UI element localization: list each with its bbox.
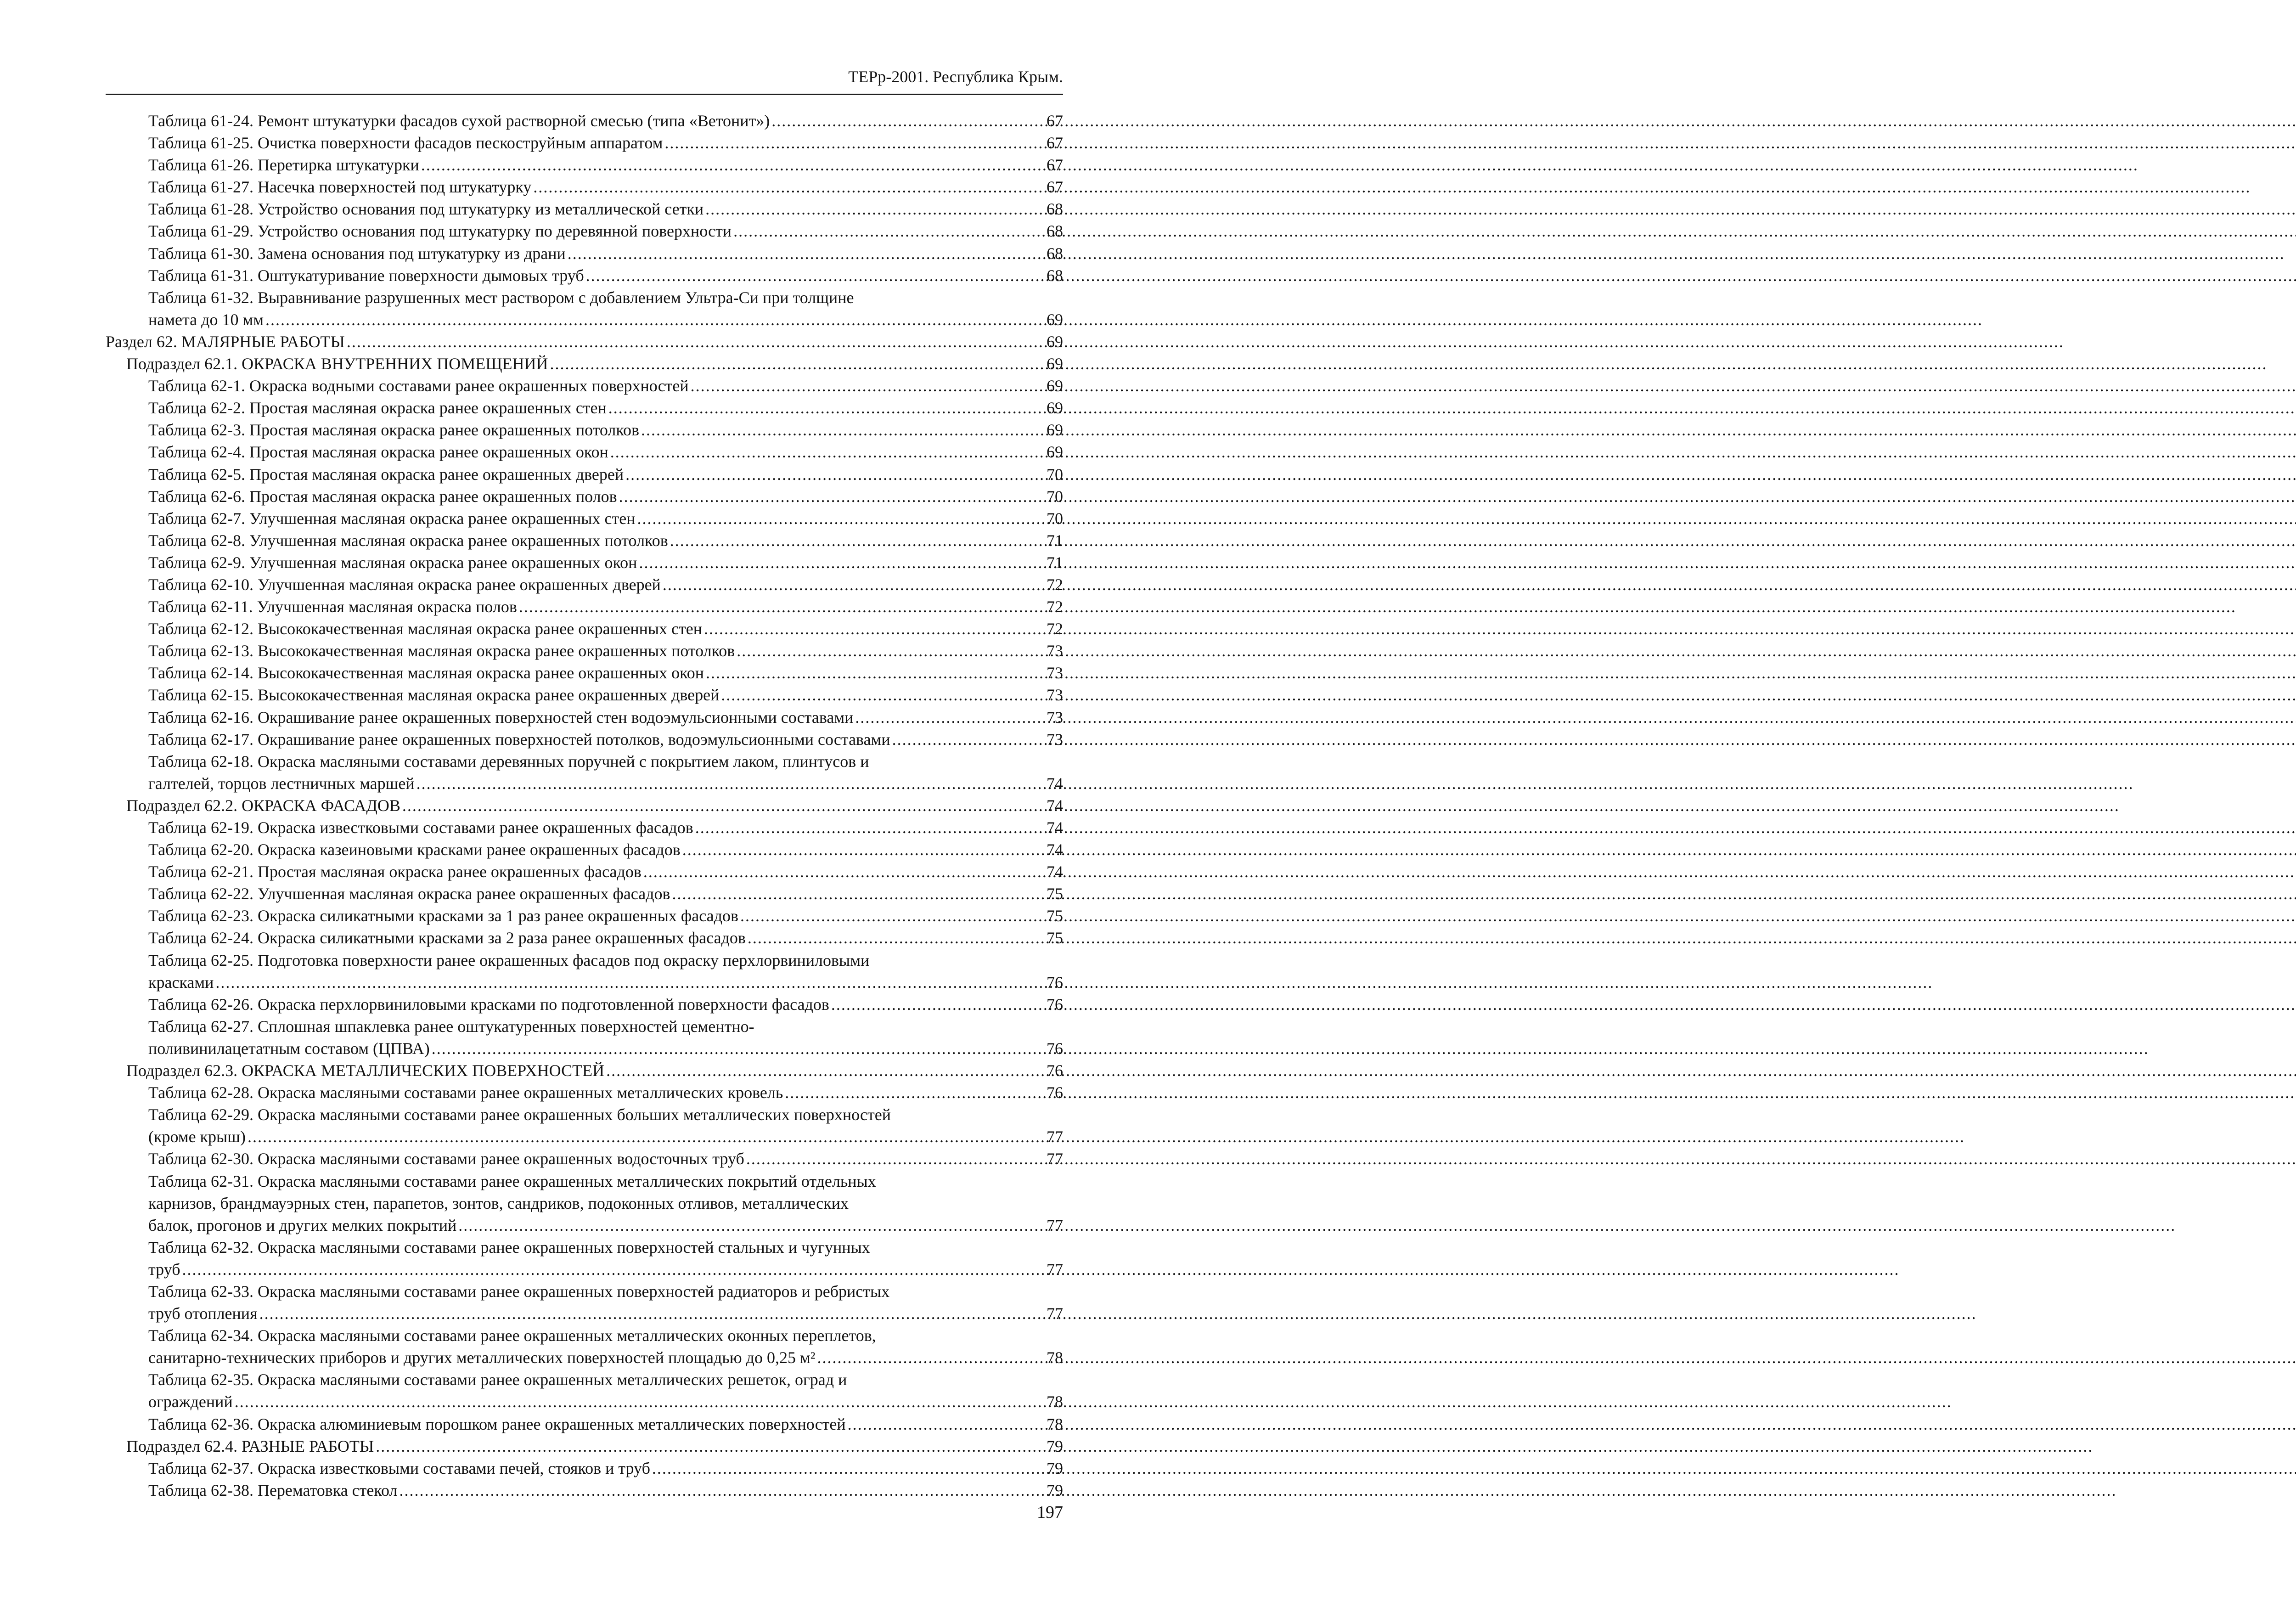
toc-entry — [106, 706, 1063, 728]
toc-entry-title: Таблица 61-29. Устройство основания под штукатурку по деревянной поверхности — [148, 222, 732, 241]
toc-entry — [106, 375, 1063, 397]
toc-entry-title: Таблица 62-10. Улучшенная масляная окраска ранее окрашенных дверей — [148, 575, 661, 594]
toc-entry-line — [106, 1082, 1063, 1104]
dot-leader — [416, 772, 1045, 795]
toc-entry-page: 72 — [1047, 597, 1063, 616]
toc-entry — [106, 110, 1063, 132]
toc-entry-page: 77 — [1047, 1150, 1063, 1168]
toc-entry-page: 79 — [1047, 1481, 1063, 1499]
toc-entry-page: 78 — [1047, 1415, 1063, 1433]
toc-entry-page: 78 — [1047, 1392, 1063, 1411]
toc-entry — [106, 618, 1063, 640]
dot-leader — [733, 220, 1045, 242]
page-number: 197 — [1037, 1503, 1063, 1522]
toc-entry-title: Таблица 62-9. Улучшенная масляная окраска ранее окрашенных окон — [148, 553, 637, 572]
toc-entry-page: 74 — [1047, 818, 1063, 837]
toc-entry — [106, 795, 1063, 817]
toc-entry-title: Таблица 62-20. Окраска казеиновыми красками ранее окрашенных фасадов — [148, 840, 681, 859]
header-rule — [106, 94, 1063, 95]
toc-entry-page: 79 — [1047, 1437, 1063, 1455]
toc-entry-title: Таблица 62-7. Улучшенная масляная окраска ранее окрашенных стен — [148, 509, 636, 528]
toc-entry-line — [106, 375, 1063, 397]
toc-entry-title: намета до 10 мм — [148, 310, 264, 329]
toc-entry-title: Таблица 62-30. Окраска масляными составами ранее окрашенных водосточных труб — [148, 1150, 744, 1168]
toc-entry — [106, 507, 1063, 530]
toc-entry-line — [106, 485, 1063, 507]
running-header-title: ТЕРр-2001. Республика Крым. — [848, 68, 1063, 86]
dot-leader — [519, 596, 1045, 618]
toc-entry-line — [106, 397, 1063, 419]
toc-entry-page: 69 — [1047, 355, 1063, 373]
dot-leader — [672, 883, 1045, 905]
toc-entry-line — [106, 927, 1063, 949]
toc-entry-line — [106, 552, 1063, 574]
dot-leader — [568, 242, 1045, 265]
dot-leader — [641, 419, 1045, 441]
dot-leader — [706, 662, 1045, 684]
toc-entry — [106, 993, 1063, 1015]
toc-entry-title: Таблица 61-24. Ремонт штукатурки фасадов сухой растворной смесью (типа «Ветонит») — [148, 112, 770, 130]
toc-entry-line — [106, 220, 1063, 242]
toc-entry-title: Таблица 62-3. Простая масляная окраска ранее окрашенных потолков — [148, 421, 640, 440]
toc-entry-title: Таблица 62-36. Окраска алюминиевым порошком ранее окрашенных металлических поверхностей — [148, 1415, 846, 1433]
toc-entry-line — [106, 1126, 1063, 1148]
toc-entry-line — [106, 817, 1063, 839]
dot-leader — [533, 176, 1045, 198]
toc-entry — [106, 728, 1063, 750]
toc-entry — [106, 574, 1063, 596]
toc-entry-text-line: Таблица 62-31. Окраска масляными составами ранее окрашенных металлических покрытий отдельных — [148, 1172, 876, 1190]
dot-leader — [376, 1435, 1045, 1457]
dot-leader — [637, 507, 1045, 530]
toc-entry-line — [106, 662, 1063, 684]
toc-entry-title: Таблица 62-21. Простая масляная окраска ранее окрашенных фасадов — [148, 862, 642, 881]
toc-entry-line — [106, 309, 1063, 331]
toc-entry-line — [106, 176, 1063, 198]
toc-entry-title: Таблица 62-6. Простая масляная окраска ранее окрашенных полов — [148, 487, 617, 506]
toc-entry-page: 78 — [1047, 1348, 1063, 1367]
toc-entry-line — [106, 839, 1063, 861]
toc-entry-text-line: Таблица 62-29. Окраска масляными составами ранее окрашенных больших металлических поверхностей — [148, 1105, 891, 1124]
toc-entry — [106, 463, 1063, 485]
dot-leader — [402, 795, 1045, 817]
toc-entry-line — [106, 154, 1063, 176]
dot-leader — [664, 132, 1045, 154]
dot-leader — [705, 198, 1045, 220]
dot-leader — [606, 1060, 1045, 1082]
toc-entry — [106, 1457, 1063, 1479]
dot-leader — [458, 1214, 1045, 1236]
toc-entry-title: Таблица 62-19. Окраска известковыми составами ранее окрашенных фасадов — [148, 818, 693, 837]
toc-entry-page: 74 — [1047, 862, 1063, 881]
toc-entry-title: Таблица 61-25. Очистка поверхности фасадов пескоструйным аппаратом — [148, 134, 663, 152]
toc-entry — [106, 883, 1063, 905]
toc-entry-page: 67 — [1047, 134, 1063, 152]
toc-entry-text-line: Таблица 62-33. Окраска масляными составами ранее окрашенных поверхностей радиаторов и ребристых — [148, 1282, 890, 1301]
toc-entry-title: Таблица 62-16. Окрашивание ранее окрашенных поверхностей стен водоэмульсионными составами — [148, 708, 854, 727]
toc-entry-line — [106, 993, 1063, 1015]
toc-entry — [106, 1060, 1063, 1082]
toc-entry-title: Таблица 62-1. Окраска водными составами ранее окрашенных поверхностей — [148, 377, 689, 395]
toc-entry — [106, 1479, 1063, 1501]
dot-leader — [746, 1148, 1045, 1170]
dot-leader — [182, 1258, 1045, 1280]
toc-entry — [106, 817, 1063, 839]
toc-entry — [106, 265, 1063, 287]
dot-leader — [771, 110, 1045, 132]
toc-entry-page: 76 — [1047, 1083, 1063, 1102]
toc-entry-title: Таблица 61-26. Перетирка штукатурки — [148, 156, 419, 175]
toc-entry-title: Таблица 62-8. Улучшенная масляная окраска ранее окрашенных потолков — [148, 531, 668, 550]
toc-entry-line — [106, 353, 1063, 375]
dot-leader — [421, 154, 1045, 176]
toc-entry-page: 70 — [1047, 487, 1063, 506]
toc-entry-page: 75 — [1047, 885, 1063, 903]
toc-entry-page: 77 — [1047, 1260, 1063, 1279]
toc-entry-title: (кроме крыш) — [148, 1127, 246, 1146]
dot-leader — [831, 993, 1045, 1015]
toc-entry-page: 69 — [1047, 443, 1063, 462]
toc-entry-page: 72 — [1047, 575, 1063, 594]
toc-entry-line — [106, 1214, 1063, 1236]
toc-entry-page: 77 — [1047, 1216, 1063, 1234]
toc-entry-title: Таблица 62-26. Окраска перхлорвиниловыми красками по подготовленной поверхности фасадов — [148, 995, 829, 1014]
toc-entry-title: Подраздел 62.4. РАЗНЫЕ РАБОТЫ — [126, 1437, 374, 1455]
toc-entry-page: 69 — [1047, 377, 1063, 395]
toc-entry-line — [106, 618, 1063, 640]
toc-entry-title: Таблица 62-13. Высококачественная масляная окраска ранее окрашенных потолков — [148, 642, 735, 660]
toc-entry-title: ограждений — [148, 1392, 233, 1411]
toc-entry — [106, 331, 1063, 353]
toc-entry — [106, 640, 1063, 662]
toc-entry-title: Таблица 62-14. Высококачественная масляная окраска ранее окрашенных окон — [148, 664, 704, 682]
toc-entry-page: 79 — [1047, 1459, 1063, 1477]
dot-leader — [586, 265, 1045, 287]
toc-entry-page: 67 — [1047, 112, 1063, 130]
toc-entry-title: Таблица 62-15. Высококачественная масляная окраска ранее окрашенных дверей — [148, 686, 720, 705]
toc-entry-page: 76 — [1047, 973, 1063, 992]
toc-entry-page: 74 — [1047, 796, 1063, 815]
dot-leader — [721, 684, 1045, 706]
dot-leader — [663, 574, 1045, 596]
toc-entry-line — [106, 463, 1063, 485]
toc-entry — [106, 1435, 1063, 1457]
toc-entry — [106, 927, 1063, 949]
toc-entry — [106, 1148, 1063, 1170]
toc-entry-page: 73 — [1047, 664, 1063, 682]
toc-entry — [106, 1082, 1063, 1104]
dot-leader — [737, 640, 1045, 662]
toc-entry-page: 73 — [1047, 686, 1063, 705]
toc-entry-line — [106, 883, 1063, 905]
toc-entry-line — [106, 1347, 1063, 1369]
toc-entry-page: 70 — [1047, 465, 1063, 484]
toc-entry-title: труб — [148, 1260, 180, 1279]
toc-entry-title: санитарно-технических приборов и других металлических поверхностей площадью до 0,25 м² — [148, 1348, 816, 1367]
dot-leader — [248, 1126, 1045, 1148]
toc-entry-page: 74 — [1047, 840, 1063, 859]
toc-entry-title: труб отопления — [148, 1304, 258, 1323]
toc-entry-line — [106, 441, 1063, 463]
toc-entry — [106, 198, 1063, 220]
toc-entry — [106, 1413, 1063, 1435]
toc-entry — [106, 220, 1063, 242]
toc-entry-text-line: Таблица 62-34. Окраска масляными составами ранее окрашенных металлических оконных переплетов, — [148, 1326, 876, 1345]
toc-entry — [106, 1280, 1063, 1325]
toc-entry-line — [106, 1413, 1063, 1435]
toc-entry-title: Таблица 62-38. Перематовка стекол — [148, 1481, 398, 1499]
toc-entry — [106, 861, 1063, 883]
dot-leader — [610, 441, 1045, 463]
toc-entry — [106, 530, 1063, 552]
toc-entry-line — [106, 772, 1063, 795]
toc-entry-line — [106, 1258, 1063, 1280]
dot-leader — [400, 1479, 1045, 1501]
dot-leader — [670, 530, 1045, 552]
toc-entry-title: Таблица 62-37. Окраска известковыми составами печей, стояков и труб — [148, 1459, 650, 1477]
toc-entry-title: Таблица 62-11. Улучшенная масляная окраска полов — [148, 597, 517, 616]
toc-entry-title: Таблица 62-17. Окрашивание ранее окрашенных поверхностей потолков, водоэмульсионными составами — [148, 730, 890, 749]
toc-entry-page: 76 — [1047, 1061, 1063, 1080]
toc-entry — [106, 839, 1063, 861]
toc-entry-page: 77 — [1047, 1304, 1063, 1323]
dot-leader — [625, 463, 1045, 485]
toc-entry-line — [106, 1457, 1063, 1479]
toc-entry-line — [106, 684, 1063, 706]
toc-entry-text-line: Таблица 62-35. Окраска масляными составами ранее окрашенных металлических решеток, оград и — [148, 1370, 847, 1389]
toc-entry — [106, 132, 1063, 154]
toc-entry-title: Таблица 62-23. Окраска силикатными красками за 1 раз ранее окрашенных фасадов — [148, 907, 738, 925]
toc-entry-text-line: Таблица 61-32. Выравнивание разрушенных мест раствором с добавлением Ультра-Си при толщине — [148, 288, 854, 307]
toc-entry — [106, 1369, 1063, 1413]
toc-entry-page: 77 — [1047, 1127, 1063, 1146]
toc-entry — [106, 1325, 1063, 1369]
toc-entry — [106, 419, 1063, 441]
toc-entry-title: галтелей, торцов лестничных маршей — [148, 774, 415, 793]
toc-entry-text-line: Таблица 62-18. Окраска масляными составами деревянных поручней с покрытием лаком, плинтусов и — [148, 752, 869, 771]
toc-entry-line — [106, 1479, 1063, 1501]
toc-entry-title: поливинилацетатным составом (ЦПВА) — [148, 1039, 430, 1058]
toc-entry — [106, 905, 1063, 927]
toc-entry-line — [106, 132, 1063, 154]
toc-entry-page: 68 — [1047, 244, 1063, 263]
toc-entry — [106, 1104, 1063, 1148]
dot-leader — [652, 1457, 1045, 1479]
toc-entry-page: 75 — [1047, 929, 1063, 947]
toc-entry-page: 69 — [1047, 399, 1063, 417]
toc-entry-line — [106, 971, 1063, 993]
toc-entry-line — [106, 574, 1063, 596]
dot-leader — [817, 1347, 1045, 1369]
toc-entry-title: Таблица 61-31. Оштукатуривание поверхности дымовых труб — [148, 266, 584, 285]
toc-entry — [106, 485, 1063, 507]
dot-leader — [347, 331, 1045, 353]
toc-entry-line — [106, 507, 1063, 530]
toc-entry-title: Таблица 62-5. Простая масляная окраска ранее окрашенных дверей — [148, 465, 624, 484]
dot-leader — [855, 706, 1045, 728]
toc-entry-title: Таблица 62-22. Улучшенная масляная окраска ранее окрашенных фасадов — [148, 885, 670, 903]
toc-entry — [106, 353, 1063, 375]
toc-entry — [106, 662, 1063, 684]
table-of-contents — [106, 110, 1063, 1501]
toc-entry-page: 69 — [1047, 421, 1063, 440]
toc-entry-title: Таблица 62-4. Простая масляная окраска ранее окрашенных окон — [148, 443, 608, 462]
toc-entry-line — [106, 728, 1063, 750]
dot-leader — [892, 728, 1045, 750]
dot-leader — [259, 1302, 1045, 1325]
toc-entry-title: балок, прогонов и других мелких покрытий — [148, 1216, 457, 1234]
toc-entry — [106, 1236, 1063, 1280]
dot-leader — [785, 1082, 1045, 1104]
toc-entry-line — [106, 905, 1063, 927]
dot-leader — [619, 485, 1045, 507]
toc-entry-title: Таблица 61-27. Насечка поверхностей под штукатурку — [148, 178, 532, 197]
toc-entry-line — [106, 1302, 1063, 1325]
dot-leader — [643, 861, 1045, 883]
toc-entry-page: 76 — [1047, 1039, 1063, 1058]
toc-entry — [106, 154, 1063, 176]
toc-entry-line — [106, 861, 1063, 883]
toc-entry — [106, 242, 1063, 265]
toc-entry-title: Подраздел 62.2. ОКРАСКА ФАСАДОВ — [126, 796, 400, 815]
toc-entry-line — [106, 795, 1063, 817]
toc-entry-text-line: Таблица 62-32. Окраска масляными составами ранее окрашенных поверхностей стальных и чугунных — [148, 1238, 870, 1257]
toc-entry-title: Раздел 62. МАЛЯРНЫЕ РАБОТЫ — [106, 332, 345, 351]
toc-entry — [106, 287, 1063, 331]
dot-leader — [608, 397, 1045, 419]
toc-entry — [106, 596, 1063, 618]
toc-entry-line — [106, 596, 1063, 618]
toc-entry-page: 68 — [1047, 222, 1063, 241]
dot-leader — [695, 817, 1045, 839]
toc-entry-line — [106, 530, 1063, 552]
dot-leader — [235, 1391, 1045, 1413]
toc-entry — [106, 552, 1063, 574]
toc-entry-page: 73 — [1047, 708, 1063, 727]
dot-leader — [265, 309, 1045, 331]
toc-entry — [106, 684, 1063, 706]
toc-entry-title: Таблица 62-2. Простая масляная окраска ранее окрашенных стен — [148, 399, 607, 417]
dot-leader — [432, 1037, 1045, 1060]
toc-entry-page: 76 — [1047, 995, 1063, 1014]
dot-leader — [550, 353, 1045, 375]
toc-entry-line — [106, 1060, 1063, 1082]
toc-entry-page: 67 — [1047, 178, 1063, 197]
toc-entry-line — [106, 1148, 1063, 1170]
dot-leader — [682, 839, 1045, 861]
toc-entry — [106, 1170, 1063, 1236]
toc-entry-text-line: карнизов, брандмауэрных стен, парапетов, зонтов, сандриков, подоконных отливов, металлических — [148, 1194, 849, 1212]
dot-leader — [740, 905, 1045, 927]
toc-entry-page: 73 — [1047, 730, 1063, 749]
toc-entry-line — [106, 706, 1063, 728]
dot-leader — [639, 552, 1045, 574]
toc-entry-page: 75 — [1047, 907, 1063, 925]
toc-entry-title: Таблица 62-12. Высококачественная масляная окраска ранее окрашенных стен — [148, 620, 703, 638]
toc-entry-page: 71 — [1047, 531, 1063, 550]
toc-entry — [106, 441, 1063, 463]
toc-entry-page: 68 — [1047, 200, 1063, 219]
dot-leader — [848, 1413, 1045, 1435]
dot-leader — [704, 618, 1045, 640]
toc-entry-page: 74 — [1047, 774, 1063, 793]
toc-entry-line — [106, 1391, 1063, 1413]
dot-leader — [215, 971, 1045, 993]
toc-entry-page: 69 — [1047, 310, 1063, 329]
toc-entry — [106, 176, 1063, 198]
toc-entry-title: Таблица 61-30. Замена основания под штукатурку из драни — [148, 244, 566, 263]
toc-entry-page: 67 — [1047, 156, 1063, 175]
toc-entry-line — [106, 1037, 1063, 1060]
toc-entry-line — [106, 1435, 1063, 1457]
toc-entry-title: Подраздел 62.1. ОКРАСКА ВНУТРЕННИХ ПОМЕЩЕНИЙ — [126, 355, 548, 373]
toc-entry — [106, 949, 1063, 993]
toc-entry-page: 73 — [1047, 642, 1063, 660]
toc-entry-line — [106, 198, 1063, 220]
toc-entry-title: Таблица 62-28. Окраска масляными составами ранее окрашенных металлических кровель — [148, 1083, 783, 1102]
toc-entry — [106, 397, 1063, 419]
toc-entry-title: красками — [148, 973, 214, 992]
toc-entry-page: 68 — [1047, 266, 1063, 285]
toc-entry-title: Таблица 62-24. Окраска силикатными красками за 2 раза ранее окрашенных фасадов — [148, 929, 746, 947]
toc-entry-line — [106, 110, 1063, 132]
toc-entry-line — [106, 331, 1063, 353]
toc-entry-text-line: Таблица 62-25. Подготовка поверхности ранее окрашенных фасадов под окраску перхлорвиниловыми — [148, 951, 870, 969]
toc-entry-page: 72 — [1047, 620, 1063, 638]
toc-entry-title: Таблица 61-28. Устройство основания под штукатурку из металлической сетки — [148, 200, 704, 219]
toc-entry-page: 71 — [1047, 553, 1063, 572]
toc-entry-line — [106, 265, 1063, 287]
toc-entry-line — [106, 419, 1063, 441]
toc-entry-line — [106, 242, 1063, 265]
toc-entry-page: 70 — [1047, 509, 1063, 528]
dot-leader — [748, 927, 1045, 949]
toc-entry-text-line: Таблица 62-27. Сплошная шпаклевка ранее оштукатуренных поверхностей цементно- — [148, 1017, 754, 1036]
toc-entry — [106, 750, 1063, 795]
toc-entry-page: 69 — [1047, 332, 1063, 351]
toc-entry-line — [106, 640, 1063, 662]
toc-entry — [106, 1015, 1063, 1060]
toc-entry-title: Подраздел 62.3. ОКРАСКА МЕТАЛЛИЧЕСКИХ ПОВЕРХНОСТЕЙ — [126, 1061, 605, 1080]
dot-leader — [691, 375, 1045, 397]
